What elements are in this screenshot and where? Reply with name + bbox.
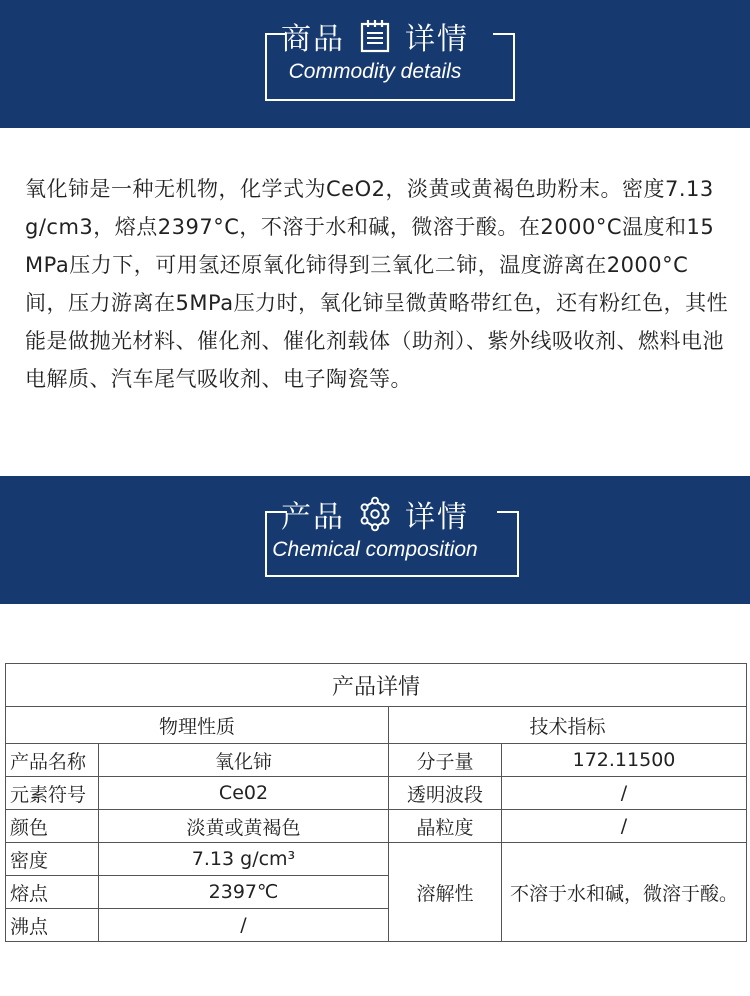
banner-title-right: 详情	[405, 22, 469, 57]
row-label: 沸点	[6, 909, 99, 942]
banner-subtitle: Commodity details	[288, 60, 462, 83]
row-label: 产品名称	[6, 744, 99, 777]
product-details-table	[5, 663, 747, 942]
notepad-icon	[357, 18, 393, 54]
product-description: 氧化铈是一种无机物，化学式为CeO2，淡黄或黄褐色助粉末。密度7.13g/cm3，熔点2397°C，不溶于水和碱，微溶于酸。在2000°C温度和15MPa压力下，可用氢还原氧化铈得到三氧化二铈，温度游离在2000°C间，压力游离在5MPa压力时，氧化铈呈微黄略带红色，还有粉红色，其性能是做抛光材料、催化剂、催化剂载体（助剂）、紫外线吸收剂、燃料电池电解质、汽车尾气吸收剂、电子陶瓷等。	[25, 177, 729, 391]
tech-value: /	[502, 777, 747, 810]
banner-title-left: 产品	[281, 500, 345, 535]
row-value: 7.13 g/cm³	[99, 843, 389, 876]
group-header-physical: 物理性质	[6, 707, 389, 744]
banner-title	[0, 14, 750, 58]
row-label: 元素符号	[6, 777, 99, 810]
commodity-details-banner	[0, 0, 750, 128]
table-row	[6, 777, 747, 810]
table-row	[6, 810, 747, 843]
row-value: 2397℃	[99, 876, 389, 909]
row-label: 颜色	[6, 810, 99, 843]
row-value: /	[99, 909, 389, 942]
row-value: 淡黄或黄褐色	[99, 810, 389, 843]
banner-title-right: 详情	[405, 500, 469, 535]
merged-tech-value: 不溶于水和碱，微溶于酸。	[502, 843, 747, 942]
row-label: 密度	[6, 843, 99, 876]
merged-tech-label: 溶解性	[389, 843, 502, 942]
molecule-icon	[357, 496, 393, 532]
row-value: Ce02	[99, 777, 389, 810]
tech-label: 晶粒度	[389, 810, 502, 843]
tech-value: /	[502, 810, 747, 843]
chemical-composition-banner	[0, 476, 750, 604]
banner-title-left: 商品	[281, 22, 345, 57]
banner-subtitle: Chemical composition	[272, 538, 478, 561]
table-row	[6, 744, 747, 777]
tech-value: 172.11500	[502, 744, 747, 777]
table-caption: 产品详情	[6, 664, 747, 707]
table-row	[6, 843, 747, 876]
tech-label: 分子量	[389, 744, 502, 777]
group-header-technical: 技术指标	[389, 707, 747, 744]
row-value: 氧化铈	[99, 744, 389, 777]
tech-label: 透明波段	[389, 777, 502, 810]
row-label: 熔点	[6, 876, 99, 909]
banner-title	[0, 492, 750, 536]
